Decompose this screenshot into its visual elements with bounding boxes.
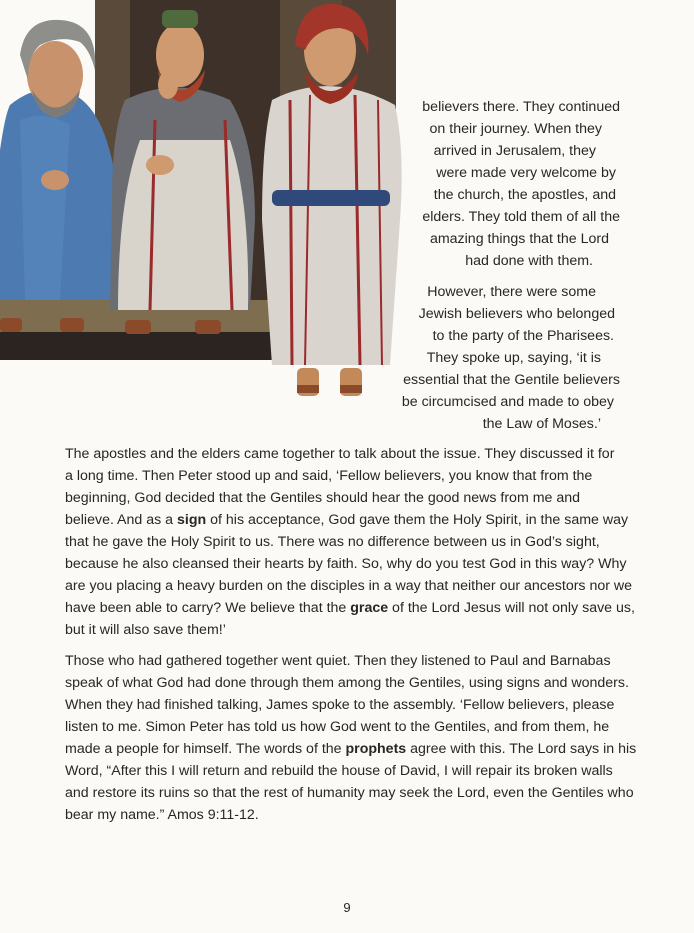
keyword-sign: sign xyxy=(177,512,207,528)
text-line: that he gave the Holy Spirit to us. There was no difference between us in God’s sight, xyxy=(65,534,600,550)
text-line: beginning, God decided that the Gentiles should hear the good news from me and xyxy=(65,490,581,506)
text-line: have been able to carry? We believe that the grace of the Lord Jesus will not only save us, xyxy=(65,600,635,616)
text-line: the Law of Moses.’ xyxy=(482,416,601,432)
text-line: arrived in Jerusalem, they xyxy=(433,143,596,159)
text-line: amazing things that the Lord xyxy=(429,231,609,247)
text-line: The apostles and the elders came together to talk about the issue. They discussed it for xyxy=(65,446,615,462)
body-paragraph-2 xyxy=(65,650,665,826)
keyword-prophets: prophets xyxy=(345,741,407,757)
text-line: essential that the Gentile believers xyxy=(403,372,620,388)
text-line: When they had finished talking, James spoke to the assembly. ‘Fellow believers, please xyxy=(65,697,615,713)
text-line: Those who had gathered together went quiet. Then they listened to Paul and Barnabas xyxy=(65,653,611,669)
text-line: believe. And as a sign of his acceptance, God gave them the Holy Spirit, in the same way xyxy=(65,512,629,528)
keyword-grace: grace xyxy=(350,600,389,616)
text-line: made a people for himself. The words of the prophets agree with this. The Lord says in his xyxy=(65,741,637,757)
text-line: are you placing a heavy burden on the disciples in a way that neither our ancestors nor we xyxy=(65,578,633,594)
text-line: because he also cleansed their hearts by faith. So, why do you test God in this way? Why xyxy=(65,556,627,572)
text-line: but it will also save them!’ xyxy=(65,622,226,638)
side-paragraph-2 xyxy=(390,281,620,435)
text-line: listen to me. Simon Peter has told us how God went to the Gentiles, and from them, he xyxy=(65,719,610,735)
text-line: be circumcised and made to obey xyxy=(401,394,614,410)
illustration-three-men xyxy=(0,0,410,405)
side-paragraph-1 xyxy=(405,96,620,272)
page-number: 9 xyxy=(343,900,351,915)
text-line: bear my name.” Amos 9:11-12. xyxy=(65,807,259,823)
text-line: had done with them. xyxy=(465,253,593,269)
text-line: were made very welcome by xyxy=(436,165,616,181)
text-line: a long time. Then Peter stood up and said, ‘Fellow believers, you know that from the xyxy=(65,468,593,484)
text-line: Word, “After this I will return and rebuild the house of David, I will repair its broken walls xyxy=(65,763,613,779)
text-line: However, there were some xyxy=(427,284,596,300)
text-line: believers there. They continued xyxy=(422,99,620,115)
text-line: They spoke up, saying, ‘it is xyxy=(426,350,601,366)
text-line: and restore its ruins so that the rest of humanity may seek the Lord, even the Gentiles who xyxy=(65,785,634,801)
body-paragraph-1 xyxy=(65,443,665,641)
text-line: speak of what God had done through them among the Gentiles, using signs and wonders. xyxy=(65,675,629,691)
text-line: Jewish believers who belonged xyxy=(418,306,615,322)
text-line: on their journey. When they xyxy=(429,121,602,137)
text-line: the church, the apostles, and xyxy=(433,187,616,203)
text-line: to the party of the Pharisees. xyxy=(432,328,614,344)
text-line: elders. They told them of all the xyxy=(422,209,620,225)
